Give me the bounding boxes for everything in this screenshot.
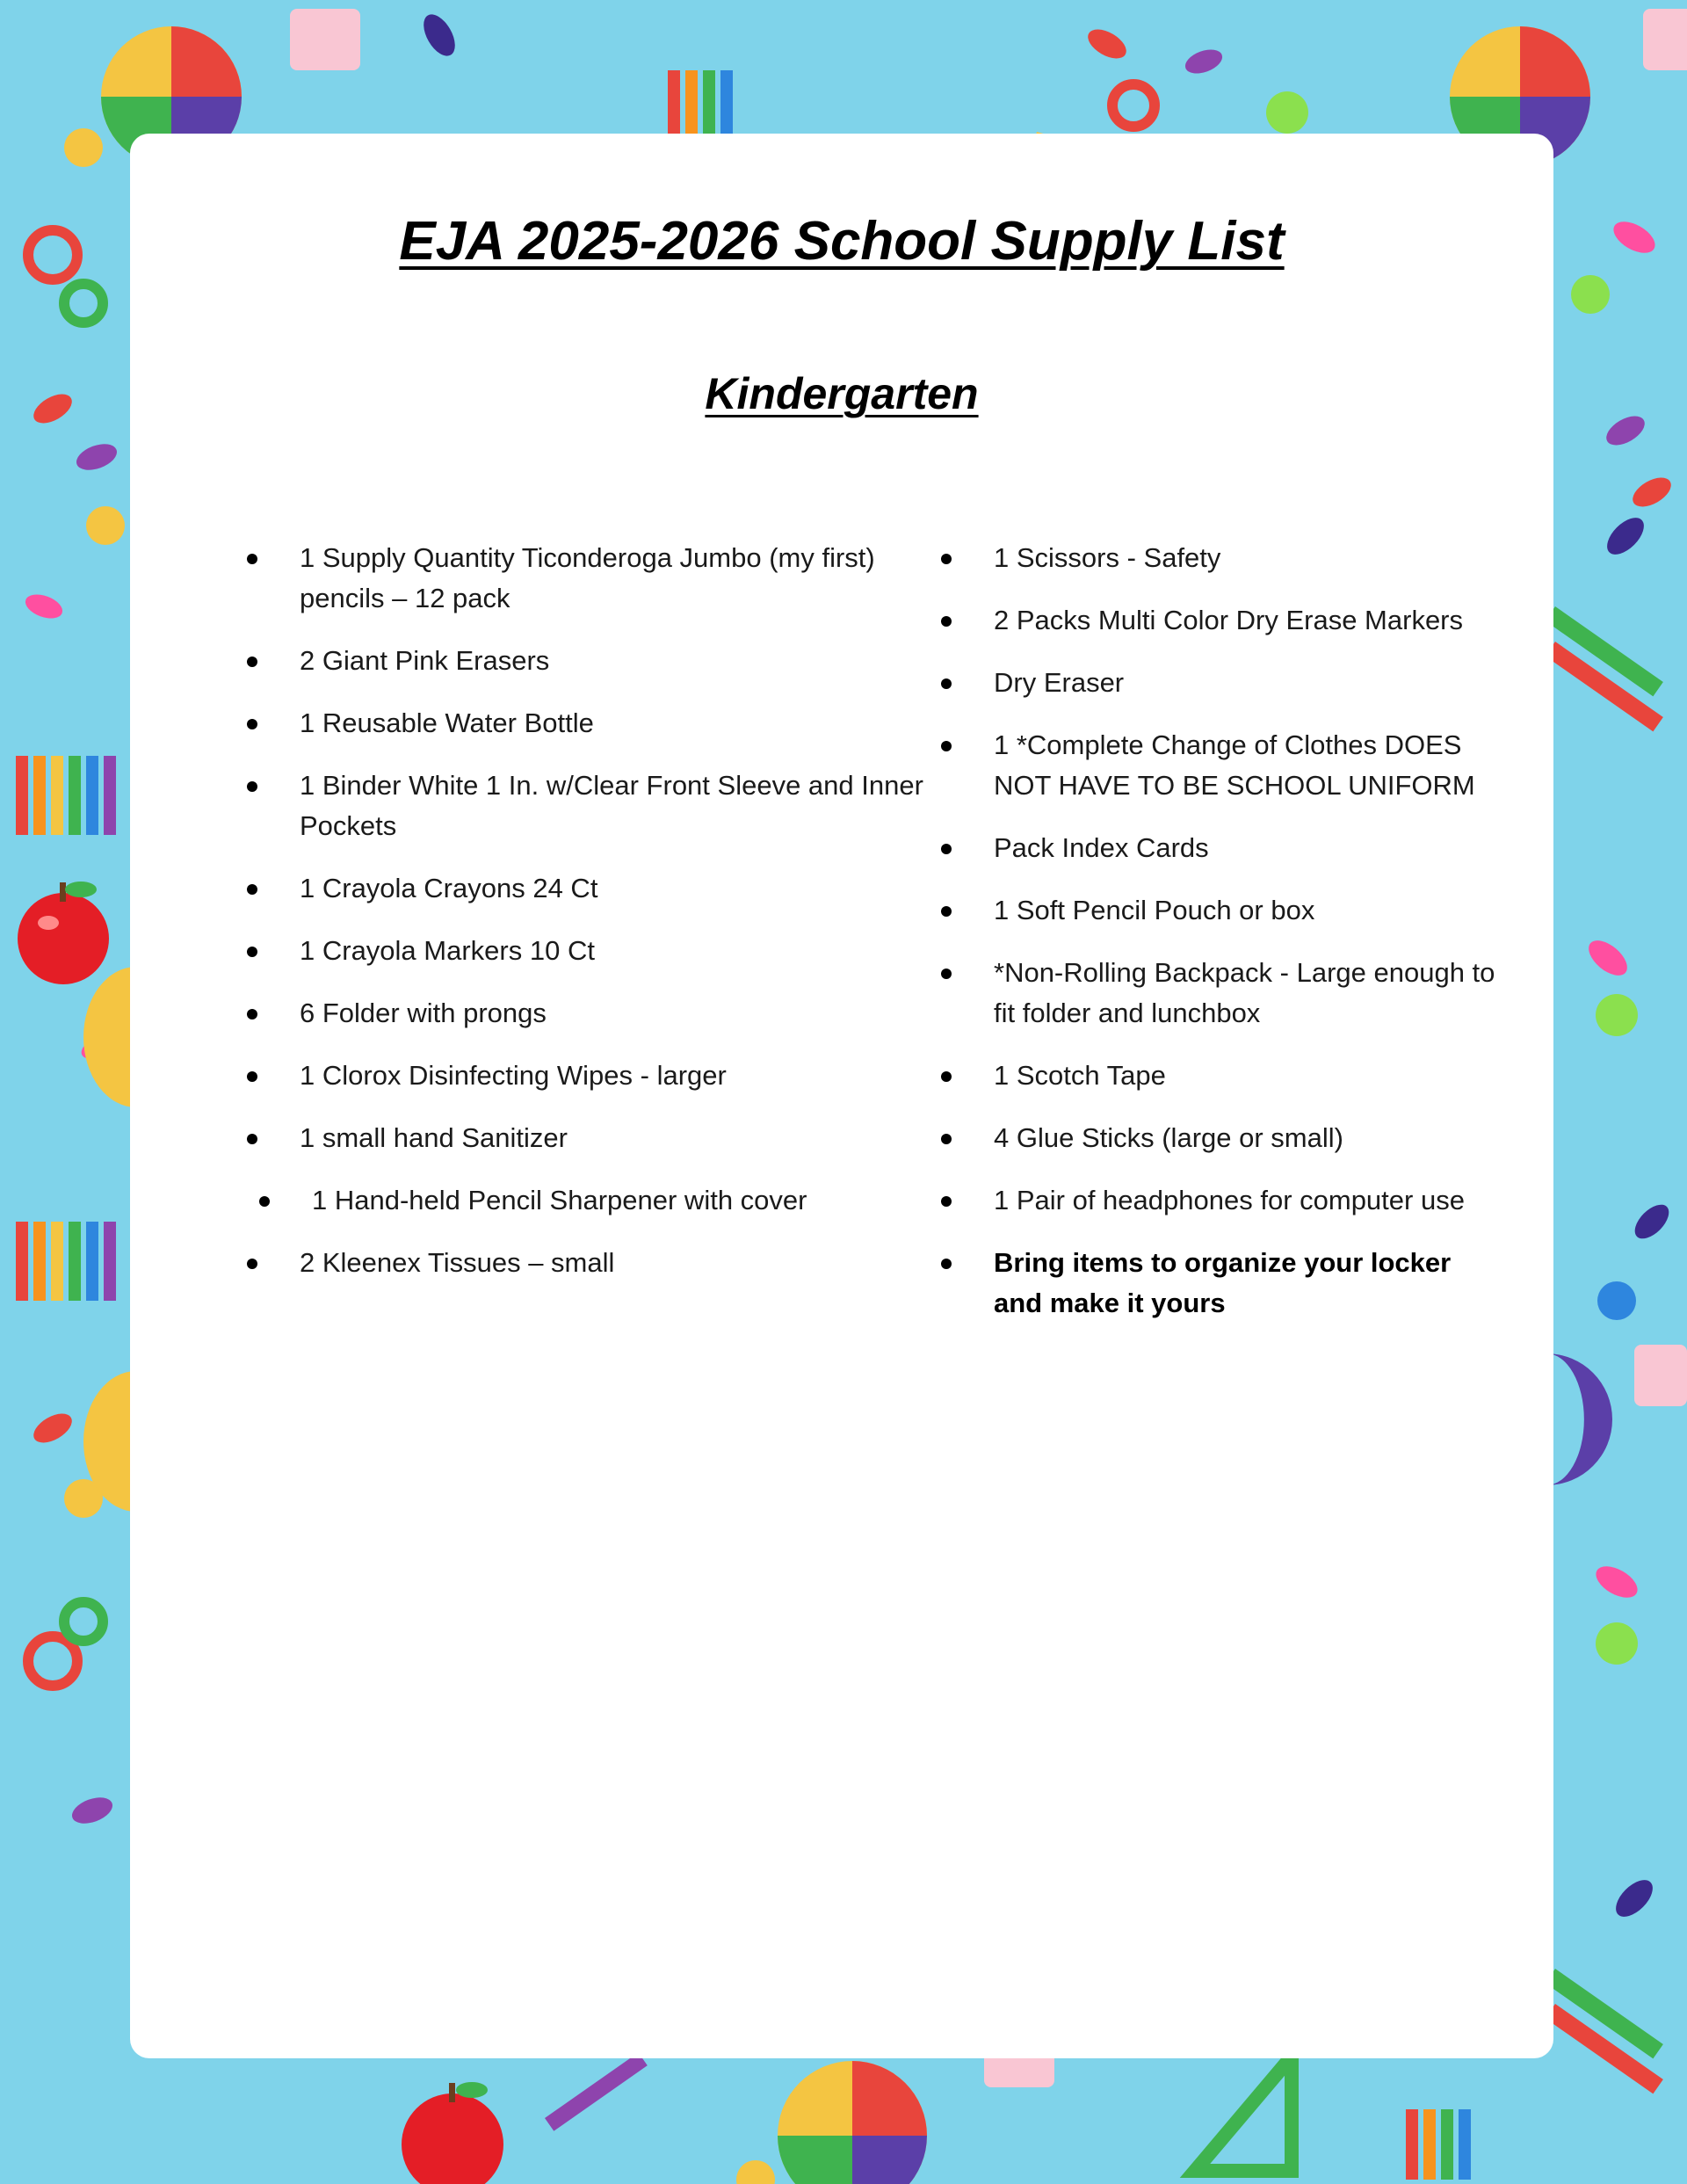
list-item-text: 1 Supply Quantity Ticonderoga Jumbo (my first) pencils – 12 pack — [300, 542, 875, 613]
list-item-text: 2 Giant Pink Erasers — [300, 645, 550, 676]
list-item — [941, 1180, 1503, 1221]
list-item-text: 4 Glue Sticks (large or small) — [994, 1122, 1343, 1153]
list-item — [247, 641, 923, 681]
bullet-icon — [941, 1071, 952, 1082]
list-item — [941, 1243, 1503, 1324]
list-item — [941, 890, 1503, 931]
list-item — [247, 1118, 923, 1158]
bullet-icon — [941, 741, 952, 751]
bullet-icon — [941, 906, 952, 917]
bullet-icon — [247, 1259, 257, 1269]
list-item — [247, 931, 923, 971]
list-item — [247, 765, 923, 846]
list-item — [247, 1243, 923, 1283]
list-item — [247, 538, 923, 619]
list-item — [941, 828, 1503, 868]
list-item — [247, 1056, 923, 1096]
bullet-icon — [247, 1134, 257, 1144]
list-item-text: Dry Eraser — [994, 667, 1125, 698]
supply-list-left — [247, 538, 923, 1305]
grade-heading: Kindergarten — [705, 369, 979, 418]
bullet-icon — [247, 781, 257, 792]
list-item — [941, 600, 1503, 641]
list-item-text: Pack Index Cards — [994, 832, 1209, 863]
list-item-text: 1 Scotch Tape — [994, 1060, 1166, 1091]
list-item-text: Bring items to organize your locker and make it yours — [994, 1247, 1452, 1318]
list-item — [941, 663, 1503, 703]
list-item — [941, 725, 1503, 806]
list-item — [247, 703, 923, 744]
list-item — [247, 868, 923, 909]
list-item-text: 2 Kleenex Tissues – small — [300, 1247, 615, 1278]
list-item — [247, 993, 923, 1034]
bullet-icon — [941, 554, 952, 564]
bullet-icon — [247, 1071, 257, 1082]
bullet-icon — [247, 1009, 257, 1019]
list-item-text: 1 Scissors - Safety — [994, 542, 1221, 573]
bullet-icon — [941, 1134, 952, 1144]
list-item-text: 1 Crayola Markers 10 Ct — [300, 935, 595, 966]
bullet-icon — [247, 554, 257, 564]
list-item-text: 1 *Complete Change of Clothes DOES NOT HAVE TO BE SCHOOL UNIFORM — [994, 729, 1475, 801]
bullet-icon — [941, 1196, 952, 1207]
list-item-text: 1 Soft Pencil Pouch or box — [994, 895, 1315, 925]
supply-list-right — [941, 538, 1503, 1346]
bullet-icon — [941, 678, 952, 689]
list-item-text: 1 Binder White 1 In. w/Clear Front Sleeve and Inner Pockets — [300, 770, 923, 841]
page-title: EJA 2025-2026 School Supply List — [399, 211, 1285, 272]
bullet-icon — [259, 1196, 270, 1207]
list-item — [247, 1180, 923, 1221]
list-item — [941, 1056, 1503, 1096]
list-item-text: 1 Hand-held Pencil Sharpener with cover — [312, 1185, 807, 1215]
supply-list-page — [130, 134, 1553, 2058]
bullet-icon — [941, 844, 952, 854]
list-item-text: 1 small hand Sanitizer — [300, 1122, 568, 1153]
bullet-icon — [247, 719, 257, 729]
bullet-icon — [941, 1259, 952, 1269]
list-item-text: 1 Clorox Disinfecting Wipes - larger — [300, 1060, 727, 1091]
bullet-icon — [247, 657, 257, 667]
list-item — [941, 538, 1503, 578]
list-item — [941, 953, 1503, 1034]
bullet-icon — [247, 947, 257, 957]
list-item-text: 6 Folder with prongs — [300, 998, 547, 1028]
list-item-text: 1 Crayola Crayons 24 Ct — [300, 873, 598, 903]
bullet-icon — [941, 616, 952, 627]
list-item-text: 2 Packs Multi Color Dry Erase Markers — [994, 605, 1464, 635]
bullet-icon — [941, 969, 952, 979]
list-item-text: 1 Pair of headphones for computer use — [994, 1185, 1465, 1215]
bullet-icon — [247, 884, 257, 895]
list-item-text: 1 Reusable Water Bottle — [300, 707, 594, 738]
list-item-text: *Non-Rolling Backpack - Large enough to fit folder and lunchbox — [994, 957, 1495, 1028]
list-item — [941, 1118, 1503, 1158]
